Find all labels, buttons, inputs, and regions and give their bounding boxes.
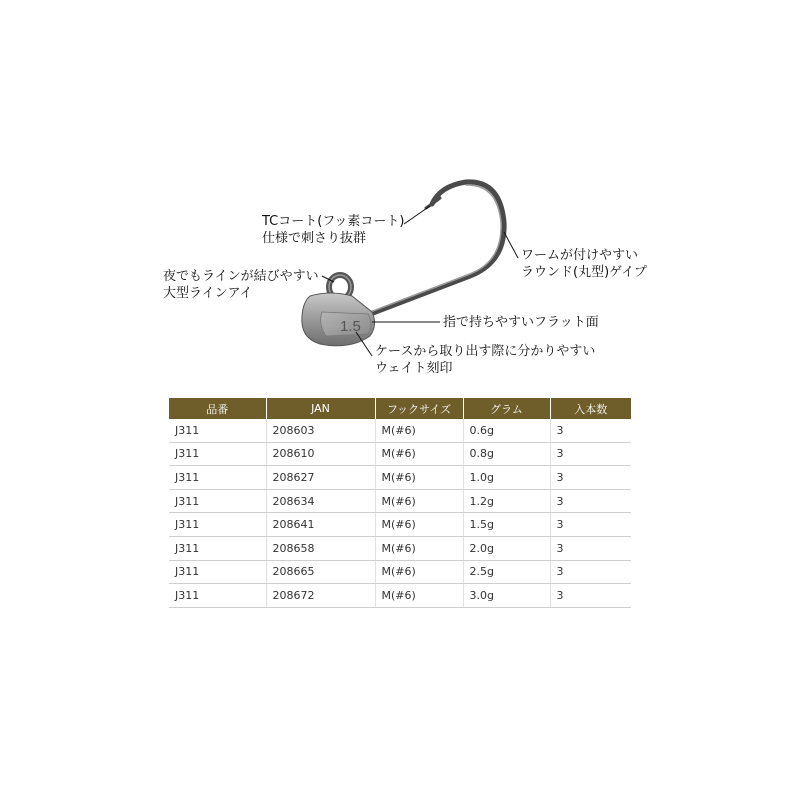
callout-line: 仕様で刺さり抜群 — [262, 231, 367, 246]
callout-line: ケースから取り出す際に分かりやすい — [375, 344, 596, 359]
table-row — [169, 584, 631, 608]
cell-hook-size: M(#6) — [375, 489, 463, 513]
spec-table — [169, 398, 631, 608]
cell-part-number: J311 — [169, 442, 266, 466]
cell-grams: 1.5g — [463, 513, 550, 537]
cell-grams: 0.6g — [463, 419, 550, 442]
table-row — [169, 489, 631, 513]
cell-hook-size: M(#6) — [375, 584, 463, 608]
cell-jan: 208665 — [266, 560, 375, 584]
cell-jan: 208610 — [266, 442, 375, 466]
cell-jan: 208627 — [266, 466, 375, 490]
cell-part-number: J311 — [169, 536, 266, 560]
callout-tc-coat — [262, 213, 405, 247]
cell-hook-size: M(#6) — [375, 513, 463, 537]
cell-quantity: 3 — [550, 536, 631, 560]
cell-quantity: 3 — [550, 419, 631, 442]
leader-tc — [404, 206, 430, 224]
callout-line: 大型ラインアイ — [163, 286, 253, 301]
cell-hook-size: M(#6) — [375, 536, 463, 560]
cell-jan: 208672 — [266, 584, 375, 608]
table-row — [169, 419, 631, 442]
cell-quantity: 3 — [550, 442, 631, 466]
cell-quantity: 3 — [550, 466, 631, 490]
table-row — [169, 536, 631, 560]
callout-line: 夜でもラインが結びやすい — [163, 269, 319, 284]
header-jan: JAN — [266, 398, 375, 419]
cell-grams: 1.0g — [463, 466, 550, 490]
cell-grams: 2.5g — [463, 560, 550, 584]
cell-jan: 208641 — [266, 513, 375, 537]
cell-jan: 208603 — [266, 419, 375, 442]
callout-line: ワームが付けやすい — [521, 248, 639, 263]
table-row — [169, 513, 631, 537]
cell-jan: 208658 — [266, 536, 375, 560]
cell-hook-size: M(#6) — [375, 419, 463, 442]
cell-quantity: 3 — [550, 513, 631, 537]
callout-round-gape — [521, 247, 647, 281]
cell-hook-size: M(#6) — [375, 560, 463, 584]
cell-grams: 3.0g — [463, 584, 550, 608]
cell-part-number: J311 — [169, 489, 266, 513]
cell-part-number: J311 — [169, 513, 266, 537]
table-body — [169, 419, 631, 607]
callout-flat-face — [443, 314, 599, 331]
weight-stamp: 1.5 — [340, 318, 361, 335]
header-part-number: 品番 — [169, 398, 266, 419]
cell-part-number: J311 — [169, 419, 266, 442]
cell-part-number: J311 — [169, 466, 266, 490]
callout-weight-mark — [375, 343, 595, 377]
cell-grams: 0.8g — [463, 442, 550, 466]
callout-line: TCコート(フッ素コート) — [262, 214, 405, 229]
callout-line-eye — [163, 268, 319, 302]
header-quantity: 入本数 — [550, 398, 631, 419]
cell-quantity: 3 — [550, 584, 631, 608]
callout-line: 指で持ちやすいフラット面 — [443, 315, 599, 330]
cell-grams: 2.0g — [463, 536, 550, 560]
table-row — [169, 560, 631, 584]
cell-quantity: 3 — [550, 489, 631, 513]
callout-line: ウェイト刻印 — [375, 361, 453, 376]
cell-hook-size: M(#6) — [375, 442, 463, 466]
cell-grams: 1.2g — [463, 489, 550, 513]
cell-hook-size: M(#6) — [375, 466, 463, 490]
table-row — [169, 442, 631, 466]
cell-part-number: J311 — [169, 560, 266, 584]
leader-round — [504, 232, 518, 258]
header-grams: グラム — [463, 398, 550, 419]
header-hook-size: フックサイズ — [375, 398, 463, 419]
cell-quantity: 3 — [550, 560, 631, 584]
callout-line: ラウンド(丸型)ゲイプ — [521, 265, 647, 280]
cell-jan: 208634 — [266, 489, 375, 513]
table-row — [169, 466, 631, 490]
table-header-row — [169, 398, 631, 419]
cell-part-number: J311 — [169, 584, 266, 608]
